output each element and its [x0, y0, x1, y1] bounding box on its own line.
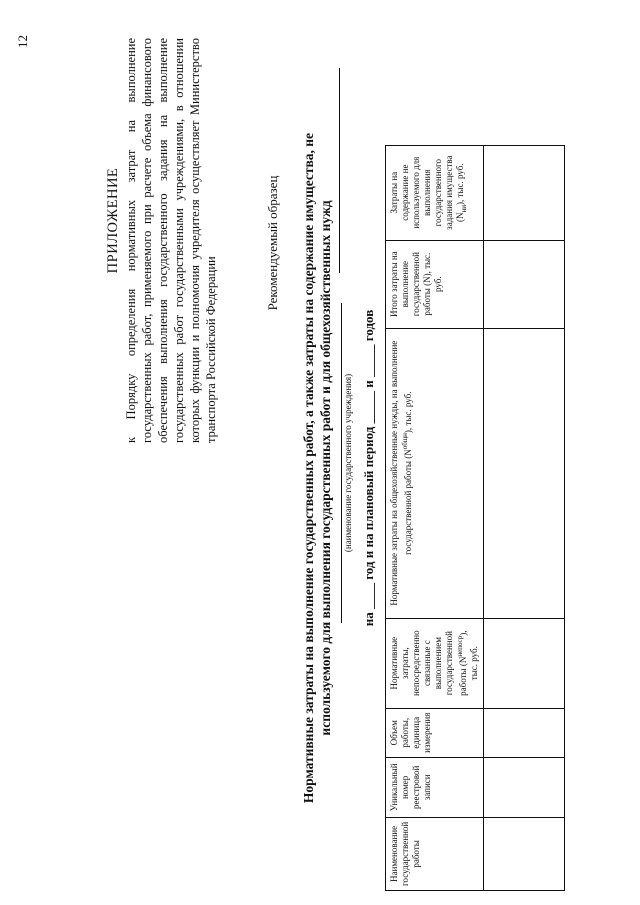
column-header-text: Наименование государственной работы — [389, 821, 421, 886]
column-header-total-costs — [386, 240, 484, 328]
column-header-text: Уникальный номер реестровой записи — [389, 763, 432, 812]
sample-note: Рекомендуемый образец — [265, 175, 280, 311]
table-cell — [484, 757, 565, 817]
institution-name-block — [341, 303, 354, 623]
document-page — [15, 23, 625, 893]
column-header-text: Нормативные затраты на общехозяйственные нужды, на выполнение государственной работы (N — [389, 340, 413, 606]
document-title-line-2: используемого для выполнения государственных работ и для общехозяйственных нужд — [318, 200, 333, 736]
table-cell — [484, 145, 565, 240]
institution-name-caption: (наименование государственного учреждения) — [343, 373, 353, 553]
column-header-tail: ), тыс. руб. — [455, 163, 465, 205]
column-header-text: Затраты на содержание не используемого для выполнения государственного задания имущества (N — [389, 155, 465, 230]
column-header-superscript: общн — [401, 433, 409, 450]
column-header-text: Нормативные затраты, непосредственно связанные с выполнением государственной работы (N — [389, 630, 468, 696]
table-cell — [484, 328, 565, 618]
title-underline — [339, 68, 340, 273]
column-header-text: Итого затраты на выполнение государственной работы (N), тыс. руб. — [389, 251, 443, 318]
column-header-subscript: ни — [459, 204, 468, 213]
column-header-direct-costs — [386, 618, 484, 708]
document-title — [300, 43, 334, 893]
column-header-text: Объем работы, единица измерения — [389, 712, 432, 753]
page-number: 12 — [15, 35, 30, 48]
table-cell — [484, 817, 565, 890]
column-header-registry-number — [386, 757, 484, 817]
column-header-property-costs — [386, 145, 484, 240]
table-row — [484, 145, 565, 890]
period-line: на ____ год и на плановый период _____ и _____ годов — [361, 309, 376, 627]
appendix-title: ПРИЛОЖЕНИЕ — [105, 167, 121, 274]
column-header-general-costs — [386, 328, 484, 618]
cost-table — [385, 145, 565, 891]
document-title-line-1: Нормативные затраты на выполнение государственных работ, а также затраты на содержание имущества, не — [301, 132, 316, 804]
column-header-work-name — [386, 817, 484, 890]
column-header-superscript: непоср — [456, 635, 464, 657]
table-cell — [484, 708, 565, 757]
table-header-row — [386, 145, 484, 890]
table-cell — [484, 618, 565, 708]
table-cell — [484, 240, 565, 328]
institution-name-line — [341, 303, 342, 623]
column-header-volume — [386, 708, 484, 757]
appendix-block — [105, 38, 219, 443]
column-header-tail: ), тыс. руб. — [458, 630, 479, 681]
appendix-text: к Порядку определения нормативных затрат на выполнение государственных работ, применяемого при расчете объема финансового обеспечения выполнения государственного задания на выполнение государственных работ государственными учреждениями, в отношении которых функции и полномочия учредителя осуществляет Министерство транспорта Российской Федерации — [124, 38, 218, 443]
column-header-tail: ), тыс. руб. — [403, 391, 413, 434]
